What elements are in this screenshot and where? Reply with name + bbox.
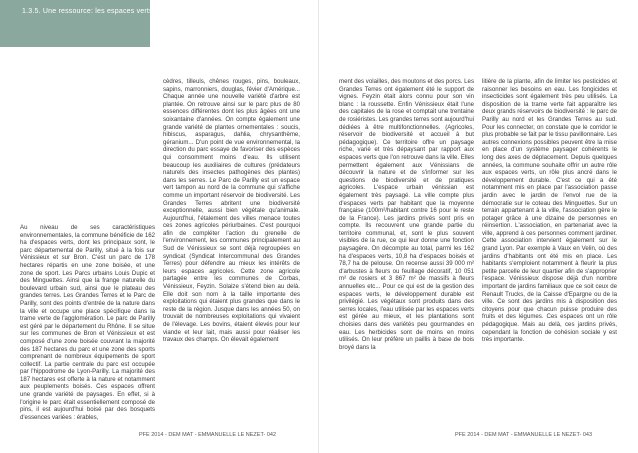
paragraph-column-1: Au niveau de ses caractéristiques environnementales, la commune bénéficie de 162 ha d'espaces verts, dont les principaux sont, le parc départemental de Parilly, situé à la fois sur Vénissieux et sur Bron. C'est un parc de 178 hectares répartis en une zone boisée, et une zone de sport. Les Parcs urbains Louis Dupic et des Minguettes. Ainsi que la frange naturelle du boulevard urbain sud, ainsi que le plateau des grandes terres. Les Grandes Terres et le Parc de Parilly, sont des points d'entrée de la nature dans la ville et occupe une place spécifique dans la trame verte de l'agglomération. Le parc de Parilly est géré par le département du Rhône. Il se situe sur les communes de Bron et Vénissieux et est composé d'une zone boisée couvrant la majorité des 187 hectares du parc et une zone des sports comprenant de nombreux équipements de sport collectif. La partie centrale du parc est occupée par l'hippodrome de Lyon-Parilly. La majorité des 187 hectares est offerte à la nature et notamment aux peuplements boisés. Ces espaces offrent une grande variété de paysages. En effet, si à l'origine le parc était essentiellement composé de pins, il est aujourd'hui boisé par des bosquets d'essences variées : érables, [20,224,155,421]
paragraph-column-3: ment des volailles, des moutons et des porcs. Les Grandes Terres ont également été le support de vignes. Feyzin était alors connu pour son vin blanc : la roussette. Enfin Vénissieux était l'une des capitales de la rose et comptait une trentaine de rosiéristes. Les grandes terres sont aujourd'hui dédiées à être multifonctionnelles. (Agricoles, réservoir de biodiversité et accueil à but pédagogique). Ce territoire offre un paysage riche, varié et très dépaysant par rapport aux espaces verts que l'on retrouve dans la ville. Elles permettent également aux Vénissians de découvrir la nature et de s'informer sur les questions de biodiversité et de pratiques agricoles. L'espace urbain vénissian est également très paysagé. La ville compte plus d'espaces verts par habitant que la moyenne française (100m²/habitant contre 16 pour le reste de la France). Les jardins privés sont pris en compte. Ils recouvrent une grande partie du territoire communal, et, sont le plus souvent visibles de la rue, ce qui leur donne une fonction paysagère. On décompte au total, parmi les 162 ha d'espaces verts, 10,8 ha d'espaces boisés et 78,7 ha de pelouse. On recense aussi 39 000 m² d'arbustes à fleurs ou feuillage décoratif, 10 051 m² de rosiers et 3 867 m² de massifs à fleurs annuelles etc... Pour ce qui est de la gestion des espaces verts, le développement durable est privilégié. Les végétaux sont produits dans des serres locales, l'eau utilisée par les espaces verts est gérée au mieux, et les plantations sont choisies dans des variétés peu gourmandes en eau. Les herbicides sont de moins en moins utilisés. On leur préfère un paillis à base de bois broyé dans la [339,78,474,351]
page-footer-left: PFE 2014 - DEM MAT - EMMANUELLE LE NEZET- 042 [139,432,277,438]
page-footer-right: PFE 2014 - DEM MAT - EMMANUELLE LE NEZET- 043 [455,432,593,438]
paragraph-column-4: litière de la plante, afin de limiter les pesticides et raisonner les besoins en eau. Les fongicides et insecticides sont également très peu utilisés. La disposition de la trame verte fait apparaître les deux grands réservoirs de biodiversité : le parc de Parilly au nord et les Grandes Terres au sud. Pour les connecter, on constate que le corridor le plus probable se fait par le tissu pavillonnaire. Les autres connexions possibles peuvent être la mise en place d'un système paysager cohérents le long des axes de déplacement. Depuis quelques années, la commune souhaite offrir un autre rôle aux espaces verts, un rôle plus ancré dans le développement durable. C'est ce qui a été notamment mis en place par l'association passe jardin avec le jardin de l'envol rue de la démocratie sur le coteau des Minguettes. Sur un terrain appartenant à la ville, l'association gère le potager grâce à une dizaine de personnes en réinsertion. L'association, en partenariat avec la ville, apprend à ces personnes comment jardiner. Cette association intervient également sur le grand Lyon. Par exemple à Vaux en Velin, où des jardins d'habitants ont été mis en place. Les habitants s'emploient notamment à fleurir la plus petite parcelle de leur quartier afin de s'approprier l'espace. Vénissieux dispose déjà d'un nombre important de jardins familiaux que ce soit ceux de Renault Trucks, de la Caisse d'Epargne ou de la ville. Ce sont des jardins mis à disposition des citoyens pour que chacun puisse produire des fruits et des légumes. Ces espaces ont un rôle pédagogique. Mais au delà, ces jardins privés, cependant la fonction de cohésion sociale y est très importante. [482,78,617,344]
right-page [319,0,638,453]
text-column-1 [20,224,155,421]
text-column-2 [163,78,300,415]
text-column-3 [339,78,474,415]
section-title: 1.3.5. Une ressource: les espaces verts: [22,8,155,15]
paragraph-column-2: cèdres, tilleuls, chênes rouges, pins, bouleaux, sapins, marronniers, douglas, févier d'Amérique... Chaque année une nouvelle variété d'arbre est plantée. On retrouve ainsi sur le parc plus de 80 essences différentes dont les plus âgées ont une soixantaine d'années. On compte également une grande variété de plantes ornementales : soucis, hibiscus, asparagus, dahlia, chrysanthème, géranium... D'un point de vue environnemental, la direction du parc essaye de favoriser des espèces qui consomment moins d'eau. Ils utilisent beaucoup les auxiliaires de cultures (prédateurs naturels des insectes pathogènes des plantes) dans les serres. Le Parc de Parilly est un espace vert tampon au nord de la commune qui s'affiche comme un important réservoir de biodiversité. Les Grandes Terres abritent une biodiversité exceptionnelle, aussi bien végétale qu'animale. Aujourd'hui, l'étalement des villes menace toutes ces zones agricoles périurbaines. C'est pourquoi afin de compléter l'action du grenelle de l'environnement, les communes principalement au Sud de Vénissieux se sont déjà regroupées en syndicat (Syndicat Intercommunal des Grandes Terres) pour défendre au mieux les intérêts de leurs espaces agricoles. Cette zone agricole partagée entre les communes de Corbas, Vénissieux, Feyzin. Solaize s'étend bien au delà. Elle doit son nom à la taille importante des exploitations qui étaient plus grandes que dans le reste de la région. Jusque dans les années 50, on trouvait de nombreuses exploitations qui vivaient de l'élevage. Les bovins, étaient élevés pour leur viande et leur lait, mais aussi pour réaliser les travaux des champs. On élevait également [163,78,300,344]
section-header-band [0,0,155,47]
text-column-4 [482,78,617,415]
